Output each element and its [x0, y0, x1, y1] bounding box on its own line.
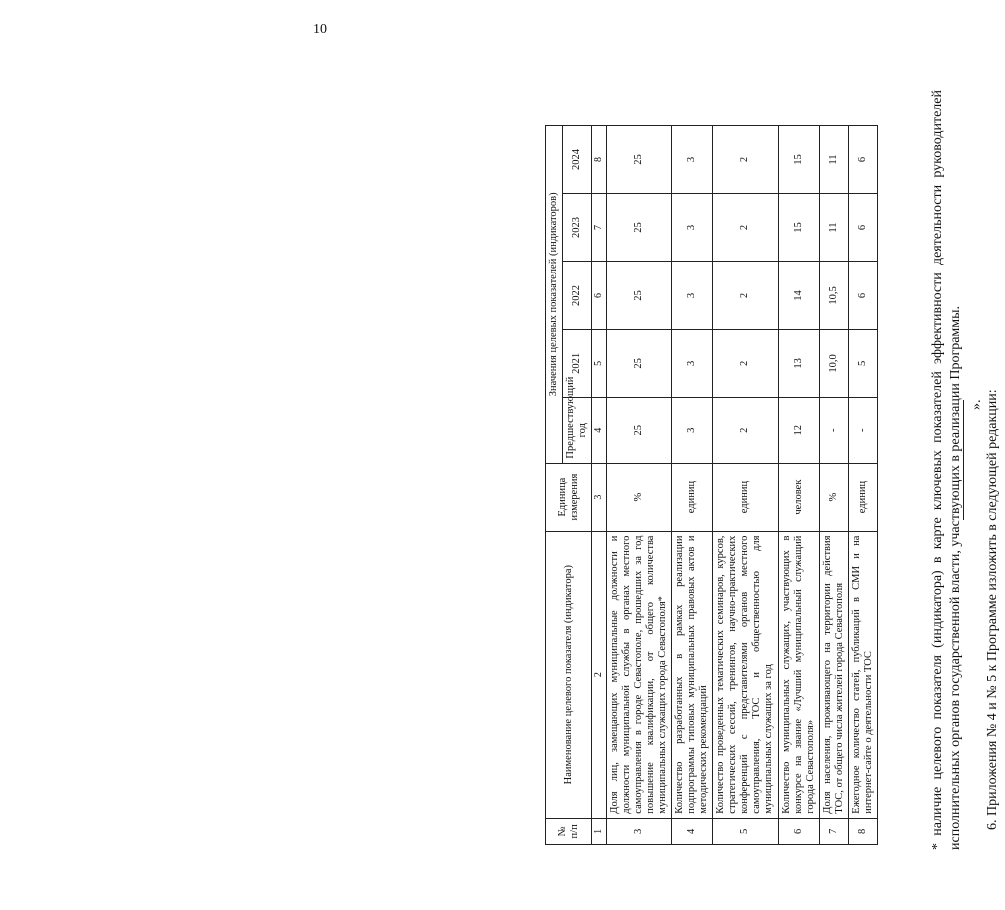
index-cell: 2 — [592, 531, 607, 818]
row-number: 4 — [672, 818, 713, 844]
header-2023: 2023 — [563, 194, 592, 262]
indicator-name: Количество проведенных тематических семинаров, курсов, стратегических сессий, тренингов, научно-практических конференций с представителями органов местного самоуправления, ТОС и общественностью для муниципальных служащих за год — [713, 531, 778, 818]
value-2022: 14 — [778, 262, 819, 330]
value-2023: 25 — [606, 194, 671, 262]
header-2022: 2022 — [563, 262, 592, 330]
table-row — [672, 126, 713, 845]
value-2023: 6 — [848, 194, 877, 262]
indicators-table — [545, 125, 878, 845]
value-2022: 3 — [672, 262, 713, 330]
value-2022: 25 — [606, 262, 671, 330]
header-name: Наименование целевого показателя (индикатора) — [546, 531, 592, 818]
column-index-row — [592, 126, 607, 845]
value-2021: 5 — [848, 329, 877, 397]
indicator-name: Количество муниципальных служащих, участвующих в конкурсе на звание «Лучший муниципальный служащий города Севастополя» — [778, 531, 819, 818]
rotated-page-content — [545, 70, 1005, 910]
header-prev-year: Предшествующий год — [563, 397, 592, 463]
value-prev: 12 — [778, 397, 819, 463]
footnote: * наличие целевого показателя (индикатора) в карте ключевых показателей эффективности деятельности руководителей исполнительных органов государственной власти, участвующих в реализации Программы. — [930, 90, 963, 850]
section-heading: 6. Приложения № 4 и № 5 к Программе изложить в следующей редакции: — [985, 389, 1000, 830]
value-2022: 10,5 — [819, 262, 848, 330]
index-cell: 1 — [592, 818, 607, 844]
value-2023: 11 — [819, 194, 848, 262]
page-number: 10 — [313, 22, 327, 37]
value-2021: 3 — [672, 329, 713, 397]
value-2024: 15 — [778, 126, 819, 194]
value-2023: 2 — [713, 194, 778, 262]
table-row — [848, 126, 877, 845]
table-row — [778, 126, 819, 845]
value-2021: 2 — [713, 329, 778, 397]
value-prev: - — [819, 397, 848, 463]
indicator-name: Ежегодное количество статей, публикаций в СМИ и на интернет-сайте о деятельности ТОС — [848, 531, 877, 818]
header-2021: 2021 — [563, 329, 592, 397]
value-prev: 3 — [672, 397, 713, 463]
row-number: 3 — [606, 818, 671, 844]
value-prev: 25 — [606, 397, 671, 463]
value-2021: 10,0 — [819, 329, 848, 397]
header-unit: Единица измерения — [546, 463, 592, 531]
index-cell: 3 — [592, 463, 607, 531]
indicator-name: Количество разработанных в рамках реализации подпрограммы типовых муниципальных правовых актов и методических рекомендаций — [672, 531, 713, 818]
value-prev: - — [848, 397, 877, 463]
separator-line — [963, 400, 964, 520]
value-2021: 13 — [778, 329, 819, 397]
index-cell: 6 — [592, 262, 607, 330]
value-2024: 25 — [606, 126, 671, 194]
value-2024: 3 — [672, 126, 713, 194]
unit-cell: % — [819, 463, 848, 531]
indicator-name: Доля лиц, замещающих муниципальные должности и должности муниципальной службы в органах местного самоуправления в городе Севастополе, прошедших за год повышение квалификации, от общего количества муниципальных служащих города Севастополя* — [606, 531, 671, 818]
table-row — [819, 126, 848, 845]
header-values-group: Значения целевых показателей (индикаторов) — [546, 126, 563, 464]
unit-cell: единиц — [848, 463, 877, 531]
row-number: 5 — [713, 818, 778, 844]
index-cell: 7 — [592, 194, 607, 262]
unit-cell: % — [606, 463, 671, 531]
unit-cell: единиц — [672, 463, 713, 531]
value-2022: 6 — [848, 262, 877, 330]
index-cell: 4 — [592, 397, 607, 463]
row-number: 7 — [819, 818, 848, 844]
value-2022: 2 — [713, 262, 778, 330]
index-cell: 5 — [592, 329, 607, 397]
value-2024: 6 — [848, 126, 877, 194]
header-2024: 2024 — [563, 126, 592, 194]
value-prev: 2 — [713, 397, 778, 463]
value-2023: 3 — [672, 194, 713, 262]
table-row — [713, 126, 778, 845]
row-number: 6 — [778, 818, 819, 844]
indicator-name: Доля населения, проживающего на территории действия ТОС, от общего числа жителей города Севастополя — [819, 531, 848, 818]
value-2021: 25 — [606, 329, 671, 397]
row-number: 8 — [848, 818, 877, 844]
closing-mark: ». — [969, 399, 984, 410]
index-cell: 8 — [592, 126, 607, 194]
unit-cell: человек — [778, 463, 819, 531]
value-2024: 2 — [713, 126, 778, 194]
table-row — [606, 126, 671, 845]
value-2024: 11 — [819, 126, 848, 194]
unit-cell: единиц — [713, 463, 778, 531]
value-2023: 15 — [778, 194, 819, 262]
header-num: № п/п — [546, 818, 592, 844]
